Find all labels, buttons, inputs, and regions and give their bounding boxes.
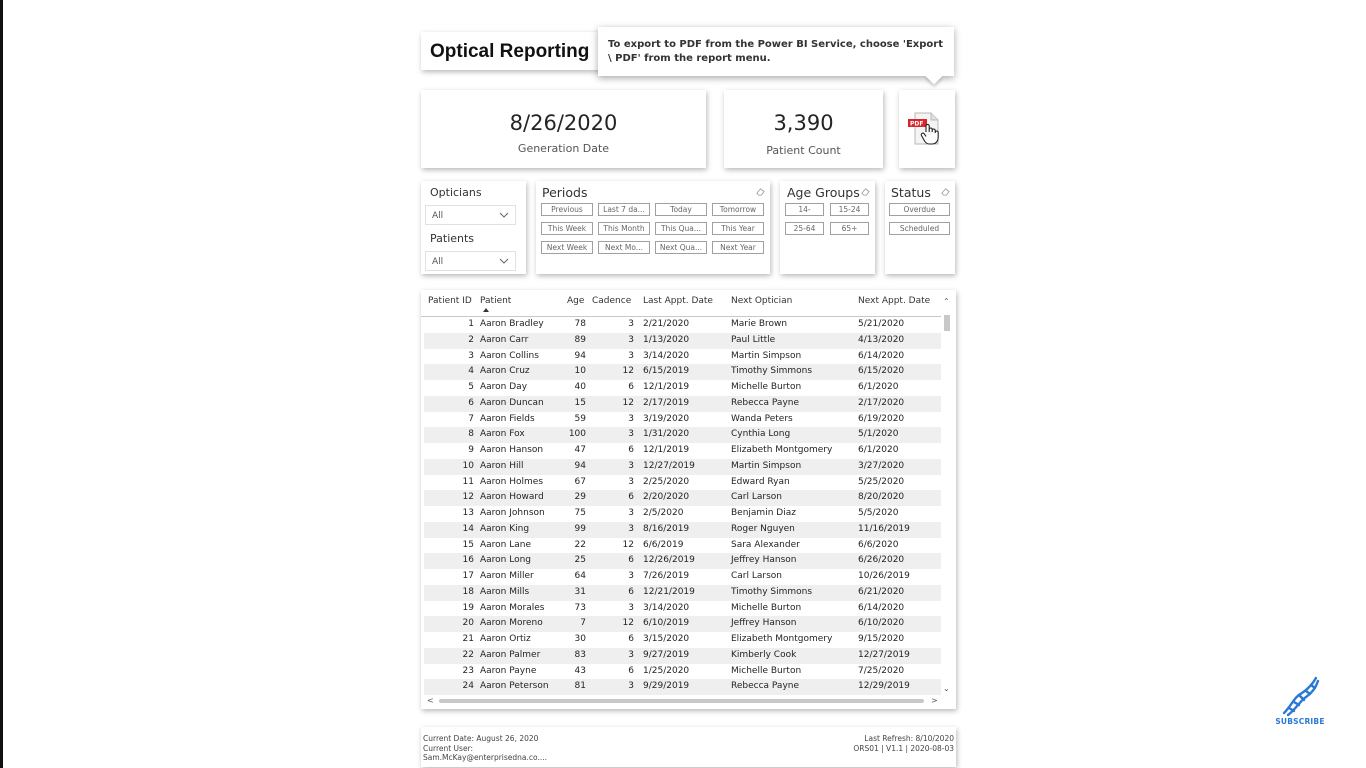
cell-patient-id: 2 [468,334,474,345]
cell-cadence: 3 [628,350,634,361]
dna-icon [1272,675,1328,717]
column-header-patient-id[interactable]: Patient ID [428,296,472,306]
cell-last-appt-date: 2/17/2019 [643,397,690,408]
cell-patient-id: 22 [462,649,474,660]
cell-cadence: 6 [628,445,634,455]
cell-next-appt-date: 6/19/2020 [858,413,905,424]
cell-patient-id: 18 [462,586,474,597]
export-tooltip-text: To export to PDF from the Power BI Service, choose 'Export \ PDF' from the report menu. [608,39,943,64]
eraser-icon[interactable] [756,187,765,196]
cell-next-optician: Michelle Burton [731,665,802,676]
patient-count-value: 3,390 [773,111,834,135]
cell-age: 31 [574,586,586,597]
cell-next-appt-date: 6/14/2020 [858,350,905,361]
cell-cadence: 3 [628,508,634,518]
cell-next-optician: Sara Alexander [731,539,800,550]
chevron-down-icon [499,256,509,266]
cell-next-appt-date: 10/26/2019 [858,571,910,581]
generation-date-label: Generation Date [517,142,610,155]
cell-next-optician: Timothy Simmons [731,366,813,377]
cell-last-appt-date: 2/21/2020 [643,319,690,329]
pdf-export-button[interactable] [899,90,955,168]
column-header-age[interactable]: Age [567,296,585,306]
age-groups-slicer [780,181,875,274]
cell-cadence: 12 [622,539,634,550]
period-option[interactable]: Tomorrow [712,203,764,216]
cell-next-appt-date: 8/20/2020 [858,492,905,503]
cell-next-appt-date: 3/27/2020 [858,460,905,471]
cell-cadence: 3 [628,476,634,487]
cell-patient: Aaron Carr [480,334,529,345]
cell-last-appt-date: 9/27/2019 [643,649,690,660]
cell-patient-id: 15 [462,539,474,550]
pdf-file-icon [905,110,949,150]
cell-patient: Aaron Morales [480,602,545,613]
table-row[interactable] [424,648,941,664]
subscribe-button[interactable] [1272,675,1328,730]
status-option[interactable]: Scheduled [889,222,950,235]
cell-next-appt-date: 6/21/2020 [858,586,905,597]
table-row[interactable] [424,679,941,695]
cell-age: 94 [574,460,586,471]
cell-last-appt-date: 2/25/2020 [643,476,690,487]
cell-patient: Aaron Long [480,555,532,566]
cell-next-optician: Carl Larson [731,492,782,503]
cell-next-appt-date: 12/27/2019 [858,649,910,660]
cell-next-optician: Cynthia Long [731,429,791,440]
cell-next-appt-date: 5/21/2020 [858,319,905,329]
cell-age: 94 [574,350,586,361]
age-group-option[interactable]: 65+ [830,222,869,235]
cell-patient: Aaron Palmer [480,649,541,660]
cell-cadence: 3 [628,681,634,692]
table-row[interactable] [424,522,941,538]
cell-next-optician: Wanda Peters [731,413,793,424]
cell-cadence: 3 [628,649,634,660]
cell-age: 10 [574,366,586,377]
cell-age: 99 [574,523,586,534]
cell-next-appt-date: 7/25/2020 [858,665,905,676]
cell-patient-id: 7 [468,413,474,424]
generation-date-card [421,90,706,168]
cell-age: 67 [574,476,586,487]
cell-age: 73 [574,602,586,613]
cell-patient-id: 24 [462,681,474,692]
cell-patient: Aaron Fox [480,429,525,440]
cell-patient: Aaron Lane [480,539,532,550]
table-row[interactable] [424,396,941,412]
patient-count-label: Patient Count [766,144,841,157]
cell-patient: Aaron King [480,523,530,534]
period-option[interactable]: This Year [712,222,764,235]
cell-last-appt-date: 12/27/2019 [643,460,695,471]
cell-patient: Aaron Duncan [480,397,544,408]
patients-dropdown-value: All [432,257,444,267]
cell-last-appt-date: 6/6/2019 [643,539,684,550]
cell-last-appt-date: 1/31/2020 [643,429,690,440]
cell-last-appt-date: 8/16/2019 [643,523,690,534]
report-footer [421,727,956,767]
cell-cadence: 6 [628,555,634,566]
cell-age: 83 [574,649,586,660]
cell-last-appt-date: 1/25/2020 [643,665,690,676]
column-header-last-appt-date[interactable]: Last Appt. Date [643,296,713,306]
cell-patient-id: 6 [468,397,474,408]
patient-count-card [724,90,883,168]
period-option[interactable]: This Qua... [655,222,707,235]
footer-right [853,734,954,753]
cell-next-optician: Martin Simpson [731,350,802,361]
vertical-scrollbar[interactable] [942,295,952,695]
cell-last-appt-date: 3/14/2020 [643,350,690,361]
cell-patient-id: 14 [462,523,474,534]
cell-next-appt-date: 12/29/2019 [858,681,910,692]
table-row[interactable] [424,349,941,365]
periods-slicer-title: Periods [542,185,588,200]
table-row[interactable] [424,317,941,333]
opticians-slicer-title: Opticians [430,186,482,199]
cell-next-optician: Paul Little [731,334,776,345]
cell-next-optician: Michelle Burton [731,382,802,392]
cell-patient: Aaron Hanson [480,445,544,455]
cell-cadence: 6 [628,665,634,676]
cell-cadence: 6 [628,634,634,644]
cell-last-appt-date: 12/1/2019 [643,445,690,455]
cell-patient-id: 1 [468,319,474,329]
status-slicer-title: Status [891,185,931,200]
table-row[interactable] [424,585,941,601]
cell-age: 15 [574,397,586,408]
cell-age: 25 [574,555,586,566]
cell-age: 78 [574,319,586,329]
cell-patient-id: 12 [462,492,474,503]
cell-patient-id: 20 [462,618,474,629]
period-option[interactable]: Next Week [541,241,593,254]
cell-age: 75 [574,508,586,518]
cell-patient-id: 17 [462,571,474,581]
cell-patient-id: 21 [462,634,474,644]
column-header-next-appt-date[interactable]: Next Appt. Date [858,296,931,306]
cell-cadence: 12 [622,366,634,377]
sort-ascending-icon [483,308,489,312]
cell-next-optician: Benjamin Diaz [731,508,796,518]
cell-cadence: 3 [628,334,634,345]
cell-patient-id: 11 [462,476,474,487]
cell-patient: Aaron Fields [480,413,535,424]
cell-last-appt-date: 6/10/2019 [643,618,690,629]
cell-next-appt-date: 5/1/2020 [858,429,899,440]
cell-patient-id: 8 [468,429,474,440]
age-groups-slicer-title: Age Groups [787,185,860,200]
opticians-dropdown[interactable] [425,205,516,225]
horizontal-scrollbar[interactable] [427,696,939,706]
cell-age: 22 [574,539,586,550]
cell-cadence: 12 [622,618,634,629]
cell-patient: Aaron Howard [480,492,544,503]
cell-next-optician: Jeffrey Hanson [731,555,797,566]
cell-next-appt-date: 6/1/2020 [858,382,899,392]
version-text: ORS01 | V1.1 | 2020-08-03 [853,743,954,753]
table-row[interactable] [424,412,941,428]
eraser-icon[interactable] [861,187,870,196]
pdf-badge-text: PDF [910,120,924,128]
cell-next-optician: Roger Nguyen [731,523,795,534]
cell-next-appt-date: 9/15/2020 [858,634,905,644]
cell-patient: Aaron Collins [480,350,539,361]
opticians-patients-slicer [421,181,526,274]
table-row[interactable] [424,616,941,632]
cell-next-optician: Rebecca Payne [731,681,800,692]
cell-cadence: 3 [628,413,634,424]
cell-next-optician: Kimberly Cook [731,649,797,660]
export-tooltip [598,27,954,76]
cell-next-appt-date: 5/25/2020 [858,476,905,487]
column-header-patient[interactable]: Patient [480,296,512,306]
cell-last-appt-date: 1/13/2020 [643,334,690,345]
period-option[interactable]: Today [655,203,707,216]
cell-patient-id: 9 [468,445,474,455]
cell-patient-id: 4 [468,366,474,377]
cell-age: 47 [574,445,586,455]
column-header-next-optician[interactable]: Next Optician [731,296,793,306]
period-option[interactable]: Next Mo... [598,241,650,254]
cell-cadence: 3 [628,602,634,613]
current-user-value: Sam.McKay@enterprisedna.co.... [423,753,548,762]
footer-left [423,734,547,763]
age-group-option[interactable]: 15-24 [830,203,869,216]
cell-age: 30 [574,634,586,644]
period-option[interactable]: Last 7 da... [598,203,650,216]
scroll-right-icon[interactable]: > [931,696,938,705]
cell-cadence: 3 [628,429,634,440]
cell-next-appt-date: 6/14/2020 [858,602,905,613]
period-option[interactable]: This Month [598,222,650,235]
cell-cadence: 3 [628,523,634,534]
vertical-scrollbar-thumb[interactable] [944,315,950,331]
cell-patient: Aaron Day [480,382,528,392]
table-row[interactable] [424,364,941,380]
table-row[interactable] [424,569,941,585]
cell-next-optician: Timothy Simmons [731,586,813,597]
cell-cadence: 12 [622,397,634,408]
cell-next-optician: Carl Larson [731,571,782,581]
cell-cadence: 6 [628,586,634,597]
cell-patient: Aaron Ortiz [480,634,531,644]
period-option[interactable]: This Week [541,222,593,235]
cell-last-appt-date: 12/26/2019 [643,555,695,566]
cell-age: 64 [574,571,586,581]
cell-next-appt-date: 6/15/2020 [858,366,905,377]
cell-age: 40 [574,382,586,392]
cell-age: 100 [568,429,586,440]
cell-age: 89 [574,334,586,345]
opticians-dropdown-value: All [432,211,444,221]
table-header [421,290,941,317]
age-group-option[interactable]: 14- [785,203,824,216]
cell-next-appt-date: 11/16/2019 [858,523,910,534]
cell-next-optician: Edward Ryan [731,476,790,487]
subscribe-label: SUBSCRIBE [1275,717,1325,726]
chevron-down-icon [499,210,509,220]
cell-last-appt-date: 3/14/2020 [643,602,690,613]
left-edge-bar [0,0,3,768]
cell-next-optician: Rebecca Payne [731,397,800,408]
cell-last-appt-date: 2/5/2020 [643,508,684,518]
current-date-text: Current Date: August 26, 2020 [423,734,539,743]
table-row[interactable] [424,427,941,443]
cell-next-optician: Michelle Burton [731,602,802,613]
cell-patient-id: 13 [462,508,474,518]
cell-patient: Aaron Peterson [480,681,549,692]
patients-table [421,290,956,709]
current-user-label: Current User: [423,743,474,753]
scroll-left-icon[interactable]: < [427,696,434,705]
cell-patient-id: 5 [468,382,474,392]
cell-next-appt-date: 6/6/2020 [858,539,899,550]
cell-patient-id: 10 [462,460,474,471]
scroll-up-icon[interactable]: ⌃ [943,297,950,306]
cell-patient: Aaron Moreno [480,618,543,629]
table-row[interactable] [424,601,941,617]
cell-patient: Aaron Bradley [480,319,544,329]
cell-patient: Aaron Johnson [480,508,545,518]
periods-slicer [536,181,770,274]
cell-patient-id: 16 [462,555,474,566]
patients-slicer-title: Patients [430,232,475,245]
cell-next-appt-date: 6/26/2020 [858,555,905,566]
cell-next-optician: Jeffrey Hanson [731,618,797,629]
cell-last-appt-date: 12/1/2019 [643,382,690,392]
table-row[interactable] [424,490,941,506]
table-row[interactable] [424,538,941,554]
cell-last-appt-date: 3/19/2020 [643,413,690,424]
cell-next-appt-date: 6/10/2020 [858,618,905,629]
table-row[interactable] [424,664,941,680]
report-title-card [421,32,611,70]
cell-patient: Aaron Payne [480,665,537,676]
age-group-option[interactable]: 25-64 [785,222,824,235]
cell-last-appt-date: 9/29/2019 [643,681,690,692]
report-title: Optical Reporting [430,41,590,62]
table-body [424,317,941,695]
tooltip-pointer [926,68,943,85]
cell-last-appt-date: 6/15/2019 [643,366,690,377]
cell-age: 59 [574,413,586,424]
cell-patient-id: 23 [462,665,474,676]
table-row[interactable] [424,506,941,522]
period-option[interactable]: Next Year [712,241,764,254]
cell-patient: Aaron Mills [480,586,530,597]
cell-patient: Aaron Miller [480,571,534,581]
scroll-down-icon[interactable]: ⌄ [943,684,950,693]
cell-next-optician: Marie Brown [731,319,788,329]
cell-age: 7 [580,618,586,629]
cell-next-optician: Elizabeth Montgomery [731,445,833,455]
cell-patient: Aaron Holmes [480,476,544,487]
cell-cadence: 6 [628,492,634,503]
cell-next-appt-date: 2/17/2020 [858,397,905,408]
cell-patient: Aaron Cruz [480,366,530,377]
table-row[interactable] [424,443,941,459]
cell-last-appt-date: 7/26/2019 [643,571,690,581]
horizontal-scrollbar-thumb[interactable] [439,699,924,703]
cell-cadence: 6 [628,382,634,392]
cell-patient: Aaron Hill [480,460,524,471]
patients-dropdown[interactable] [425,251,516,271]
cell-cadence: 3 [628,460,634,471]
table-row[interactable] [424,553,941,569]
cell-age: 43 [574,665,586,676]
cell-next-appt-date: 4/13/2020 [858,334,905,345]
cell-last-appt-date: 3/15/2020 [643,634,690,644]
table-row[interactable] [424,459,941,475]
cell-age: 81 [574,681,586,692]
generation-date-value: 8/26/2020 [509,111,618,135]
cell-patient-id: 3 [468,350,474,361]
period-option[interactable]: Next Qua... [655,241,707,254]
column-header-cadence[interactable]: Cadence [592,296,632,306]
cell-age: 29 [574,492,586,503]
cell-next-optician: Martin Simpson [731,460,802,471]
table-row[interactable] [424,632,941,648]
table-row[interactable] [424,333,941,349]
cell-next-appt-date: 5/5/2020 [858,508,899,518]
cell-next-appt-date: 6/1/2020 [858,445,899,455]
cell-last-appt-date: 12/21/2019 [643,586,695,597]
cell-cadence: 3 [628,319,634,329]
cell-cadence: 3 [628,571,634,581]
cell-last-appt-date: 2/20/2020 [643,492,690,503]
eraser-icon[interactable] [941,187,950,196]
cell-next-optician: Elizabeth Montgomery [731,634,833,644]
table-row[interactable] [424,380,941,396]
period-option[interactable]: Previous [541,203,593,216]
status-option[interactable]: Overdue [889,203,950,216]
status-slicer [885,181,955,274]
last-refresh-text: Last Refresh: 8/10/2020 [864,734,954,743]
cell-patient-id: 19 [462,602,474,613]
table-row[interactable] [424,475,941,491]
